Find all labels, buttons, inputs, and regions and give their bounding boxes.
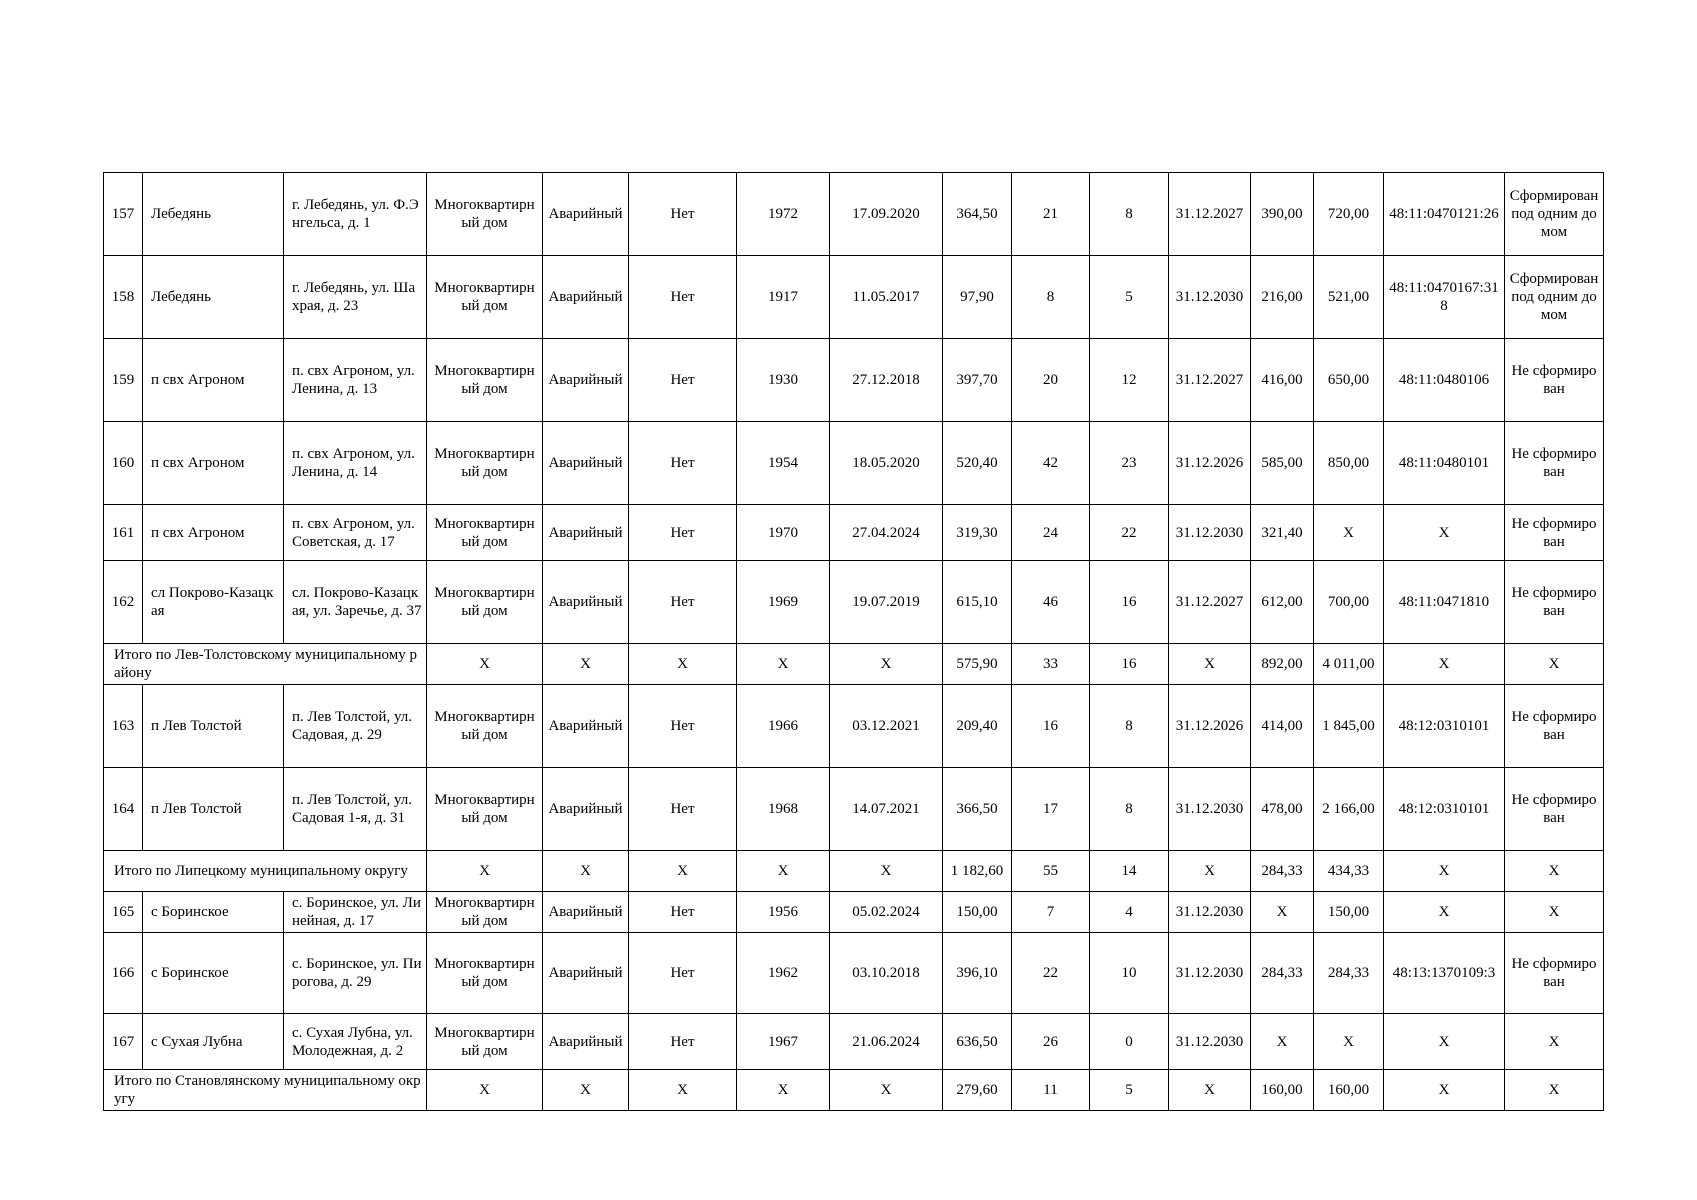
area-cell: 364,50	[943, 173, 1012, 256]
area-cell: 319,30	[943, 505, 1012, 561]
total-row	[104, 644, 1604, 685]
cadastral-cell: X	[1384, 851, 1505, 892]
apartments-cell: 4	[1090, 892, 1169, 933]
sum-cell: 2 166,00	[1314, 768, 1384, 851]
area-cell: 615,10	[943, 561, 1012, 644]
state-cell: X	[543, 1070, 629, 1111]
area-cell: 575,90	[943, 644, 1012, 685]
state-cell: Аварийный	[543, 256, 629, 339]
flag-cell: X	[629, 1070, 737, 1111]
address-cell: п. Лев Толстой, ул. Садовая 1-я, д. 31	[284, 768, 427, 851]
apartments-cell: 5	[1090, 256, 1169, 339]
address-cell: г. Лебедянь, ул. Шахрая, д. 23	[284, 256, 427, 339]
flag-cell: Нет	[629, 892, 737, 933]
land-status-cell: Не сформирован	[1505, 339, 1604, 422]
address-cell: п. свх Агроном, ул. Ленина, д. 13	[284, 339, 427, 422]
area-cell: 209,40	[943, 685, 1012, 768]
residents-cell: 21	[1012, 173, 1090, 256]
table-row	[104, 933, 1604, 1014]
land-area-cell: 612,00	[1251, 561, 1314, 644]
residents-cell: 7	[1012, 892, 1090, 933]
row-number-cell: 161	[104, 505, 143, 561]
land-status-cell: X	[1505, 644, 1604, 685]
residents-cell: 16	[1012, 685, 1090, 768]
cadastral-cell: 48:11:0470167:318	[1384, 256, 1505, 339]
year-cell: 1968	[737, 768, 830, 851]
address-cell: п. Лев Толстой, ул. Садовая, д. 29	[284, 685, 427, 768]
date-cell: 21.06.2024	[830, 1014, 943, 1070]
house-type-cell: X	[427, 644, 543, 685]
residents-cell: 11	[1012, 1070, 1090, 1111]
cadastral-cell: 48:11:0470121:26	[1384, 173, 1505, 256]
land-status-cell: Не сформирован	[1505, 685, 1604, 768]
row-number-cell: 163	[104, 685, 143, 768]
state-cell: Аварийный	[543, 505, 629, 561]
state-cell: X	[543, 851, 629, 892]
house-type-cell: Многоквартирный дом	[427, 505, 543, 561]
settlement-cell: с Боринское	[143, 933, 284, 1014]
deadline-cell: 31.12.2030	[1169, 256, 1251, 339]
land-area-cell: 284,33	[1251, 933, 1314, 1014]
house-type-cell: Многоквартирный дом	[427, 339, 543, 422]
area-cell: 366,50	[943, 768, 1012, 851]
address-cell: п. свх Агроном, ул. Советская, д. 17	[284, 505, 427, 561]
apartments-cell: 10	[1090, 933, 1169, 1014]
total-row	[104, 1070, 1604, 1111]
land-area-cell: 414,00	[1251, 685, 1314, 768]
deadline-cell: 31.12.2027	[1169, 173, 1251, 256]
land-area-cell: 284,33	[1251, 851, 1314, 892]
sum-cell: 700,00	[1314, 561, 1384, 644]
row-number-cell: 157	[104, 173, 143, 256]
residents-cell: 55	[1012, 851, 1090, 892]
apartments-cell: 8	[1090, 685, 1169, 768]
house-type-cell: Многоквартирный дом	[427, 561, 543, 644]
land-status-cell: Не сформирован	[1505, 422, 1604, 505]
land-status-cell: Не сформирован	[1505, 561, 1604, 644]
row-number-cell: 160	[104, 422, 143, 505]
settlement-cell: п Лев Толстой	[143, 685, 284, 768]
address-cell: сл. Покрово-Казацкая, ул. Заречье, д. 37	[284, 561, 427, 644]
deadline-cell: X	[1169, 851, 1251, 892]
address-cell: г. Лебедянь, ул. Ф.Энгельса, д. 1	[284, 173, 427, 256]
year-cell: 1930	[737, 339, 830, 422]
house-type-cell: Многоквартирный дом	[427, 685, 543, 768]
land-status-cell: Сформирован под одним домом	[1505, 256, 1604, 339]
apartments-cell: 8	[1090, 173, 1169, 256]
apartments-cell: 12	[1090, 339, 1169, 422]
settlement-cell: Лебедянь	[143, 256, 284, 339]
apartments-cell: 16	[1090, 561, 1169, 644]
land-area-cell: X	[1251, 892, 1314, 933]
area-cell: 150,00	[943, 892, 1012, 933]
total-label-cell: Итого по Липецкому муниципальному округу	[104, 851, 427, 892]
land-status-cell: X	[1505, 851, 1604, 892]
cadastral-cell: 48:11:0471810	[1384, 561, 1505, 644]
sum-cell: X	[1314, 1014, 1384, 1070]
year-cell: 1969	[737, 561, 830, 644]
land-area-cell: 892,00	[1251, 644, 1314, 685]
flag-cell: Нет	[629, 422, 737, 505]
sum-cell: 284,33	[1314, 933, 1384, 1014]
land-area-cell: X	[1251, 1014, 1314, 1070]
year-cell: 1972	[737, 173, 830, 256]
deadline-cell: 31.12.2027	[1169, 561, 1251, 644]
date-cell: 19.07.2019	[830, 561, 943, 644]
date-cell: 17.09.2020	[830, 173, 943, 256]
settlement-cell: п свх Агроном	[143, 422, 284, 505]
flag-cell: Нет	[629, 505, 737, 561]
deadline-cell: X	[1169, 1070, 1251, 1111]
house-type-cell: X	[427, 1070, 543, 1111]
sum-cell: 720,00	[1314, 173, 1384, 256]
sum-cell: X	[1314, 505, 1384, 561]
residents-cell: 33	[1012, 644, 1090, 685]
apartments-cell: 5	[1090, 1070, 1169, 1111]
date-cell: X	[830, 851, 943, 892]
residents-cell: 20	[1012, 339, 1090, 422]
area-cell: 97,90	[943, 256, 1012, 339]
table-row	[104, 561, 1604, 644]
row-number-cell: 162	[104, 561, 143, 644]
flag-cell: X	[629, 644, 737, 685]
date-cell: 11.05.2017	[830, 256, 943, 339]
deadline-cell: 31.12.2030	[1169, 892, 1251, 933]
cadastral-cell: X	[1384, 1014, 1505, 1070]
land-status-cell: Не сформирован	[1505, 505, 1604, 561]
date-cell: X	[830, 644, 943, 685]
table-row	[104, 685, 1604, 768]
land-status-cell: Не сформирован	[1505, 768, 1604, 851]
residents-cell: 24	[1012, 505, 1090, 561]
apartments-cell: 0	[1090, 1014, 1169, 1070]
date-cell: 27.12.2018	[830, 339, 943, 422]
deadline-cell: 31.12.2030	[1169, 505, 1251, 561]
address-cell: с. Сухая Лубна, ул. Молодежная, д. 2	[284, 1014, 427, 1070]
year-cell: 1962	[737, 933, 830, 1014]
total-label-cell: Итого по Лев-Толстовскому муниципальному району	[104, 644, 427, 685]
housing-register-table	[103, 172, 1604, 1111]
area-cell: 1 182,60	[943, 851, 1012, 892]
flag-cell: Нет	[629, 339, 737, 422]
date-cell: X	[830, 1070, 943, 1111]
flag-cell: Нет	[629, 256, 737, 339]
state-cell: Аварийный	[543, 1014, 629, 1070]
apartments-cell: 8	[1090, 768, 1169, 851]
year-cell: X	[737, 644, 830, 685]
state-cell: X	[543, 644, 629, 685]
date-cell: 18.05.2020	[830, 422, 943, 505]
row-number-cell: 165	[104, 892, 143, 933]
area-cell: 636,50	[943, 1014, 1012, 1070]
year-cell: 1956	[737, 892, 830, 933]
house-type-cell: Многоквартирный дом	[427, 768, 543, 851]
year-cell: X	[737, 1070, 830, 1111]
address-cell: с. Боринское, ул. Линейная, д. 17	[284, 892, 427, 933]
year-cell: 1954	[737, 422, 830, 505]
state-cell: Аварийный	[543, 685, 629, 768]
cadastral-cell: X	[1384, 505, 1505, 561]
deadline-cell: X	[1169, 644, 1251, 685]
land-area-cell: 216,00	[1251, 256, 1314, 339]
settlement-cell: сл Покрово-Казацкая	[143, 561, 284, 644]
land-area-cell: 416,00	[1251, 339, 1314, 422]
table-row	[104, 422, 1604, 505]
residents-cell: 26	[1012, 1014, 1090, 1070]
cadastral-cell: X	[1384, 1070, 1505, 1111]
apartments-cell: 14	[1090, 851, 1169, 892]
flag-cell: Нет	[629, 1014, 737, 1070]
flag-cell: Нет	[629, 933, 737, 1014]
area-cell: 396,10	[943, 933, 1012, 1014]
sum-cell: 521,00	[1314, 256, 1384, 339]
address-cell: п. свх Агроном, ул. Ленина, д. 14	[284, 422, 427, 505]
cadastral-cell: X	[1384, 892, 1505, 933]
house-type-cell: Многоквартирный дом	[427, 256, 543, 339]
state-cell: Аварийный	[543, 422, 629, 505]
residents-cell: 22	[1012, 933, 1090, 1014]
apartments-cell: 23	[1090, 422, 1169, 505]
sum-cell: 160,00	[1314, 1070, 1384, 1111]
settlement-cell: с Боринское	[143, 892, 284, 933]
land-area-cell: 585,00	[1251, 422, 1314, 505]
house-type-cell: Многоквартирный дом	[427, 173, 543, 256]
table-row	[104, 505, 1604, 561]
row-number-cell: 167	[104, 1014, 143, 1070]
sum-cell: 434,33	[1314, 851, 1384, 892]
flag-cell: Нет	[629, 561, 737, 644]
deadline-cell: 31.12.2026	[1169, 685, 1251, 768]
residents-cell: 46	[1012, 561, 1090, 644]
land-status-cell: X	[1505, 1070, 1604, 1111]
settlement-cell: п Лев Толстой	[143, 768, 284, 851]
year-cell: 1970	[737, 505, 830, 561]
table-row	[104, 173, 1604, 256]
row-number-cell: 159	[104, 339, 143, 422]
cadastral-cell: 48:12:0310101	[1384, 768, 1505, 851]
house-type-cell: Многоквартирный дом	[427, 892, 543, 933]
date-cell: 03.10.2018	[830, 933, 943, 1014]
land-status-cell: Не сформирован	[1505, 933, 1604, 1014]
deadline-cell: 31.12.2027	[1169, 339, 1251, 422]
house-type-cell: Многоквартирный дом	[427, 422, 543, 505]
date-cell: 03.12.2021	[830, 685, 943, 768]
sum-cell: 850,00	[1314, 422, 1384, 505]
residents-cell: 42	[1012, 422, 1090, 505]
cadastral-cell: 48:11:0480101	[1384, 422, 1505, 505]
settlement-cell: с Сухая Лубна	[143, 1014, 284, 1070]
row-number-cell: 158	[104, 256, 143, 339]
state-cell: Аварийный	[543, 561, 629, 644]
residents-cell: 17	[1012, 768, 1090, 851]
state-cell: Аварийный	[543, 339, 629, 422]
area-cell: 397,70	[943, 339, 1012, 422]
table-row	[104, 339, 1604, 422]
year-cell: 1917	[737, 256, 830, 339]
house-type-cell: Многоквартирный дом	[427, 933, 543, 1014]
sum-cell: 4 011,00	[1314, 644, 1384, 685]
date-cell: 27.04.2024	[830, 505, 943, 561]
deadline-cell: 31.12.2030	[1169, 1014, 1251, 1070]
flag-cell: Нет	[629, 768, 737, 851]
flag-cell: Нет	[629, 173, 737, 256]
cadastral-cell: X	[1384, 644, 1505, 685]
state-cell: Аварийный	[543, 768, 629, 851]
total-label-cell: Итого по Становлянскому муниципальному округу	[104, 1070, 427, 1111]
land-area-cell: 160,00	[1251, 1070, 1314, 1111]
settlement-cell: п свх Агроном	[143, 339, 284, 422]
cadastral-cell: 48:13:1370109:3	[1384, 933, 1505, 1014]
state-cell: Аварийный	[543, 173, 629, 256]
row-number-cell: 166	[104, 933, 143, 1014]
land-area-cell: 390,00	[1251, 173, 1314, 256]
table-row	[104, 768, 1604, 851]
settlement-cell: п свх Агроном	[143, 505, 284, 561]
flag-cell: Нет	[629, 685, 737, 768]
row-number-cell: 164	[104, 768, 143, 851]
deadline-cell: 31.12.2026	[1169, 422, 1251, 505]
sum-cell: 1 845,00	[1314, 685, 1384, 768]
state-cell: Аварийный	[543, 892, 629, 933]
table-row	[104, 1014, 1604, 1070]
date-cell: 05.02.2024	[830, 892, 943, 933]
land-status-cell: Сформирован под одним домом	[1505, 173, 1604, 256]
area-cell: 520,40	[943, 422, 1012, 505]
land-area-cell: 321,40	[1251, 505, 1314, 561]
table-row	[104, 892, 1604, 933]
area-cell: 279,60	[943, 1070, 1012, 1111]
state-cell: Аварийный	[543, 933, 629, 1014]
address-cell: с. Боринское, ул. Пирогова, д. 29	[284, 933, 427, 1014]
total-row	[104, 851, 1604, 892]
deadline-cell: 31.12.2030	[1169, 933, 1251, 1014]
apartments-cell: 16	[1090, 644, 1169, 685]
house-type-cell: Многоквартирный дом	[427, 1014, 543, 1070]
apartments-cell: 22	[1090, 505, 1169, 561]
date-cell: 14.07.2021	[830, 768, 943, 851]
land-status-cell: X	[1505, 892, 1604, 933]
sum-cell: 150,00	[1314, 892, 1384, 933]
land-area-cell: 478,00	[1251, 768, 1314, 851]
cadastral-cell: 48:11:0480106	[1384, 339, 1505, 422]
year-cell: X	[737, 851, 830, 892]
settlement-cell: Лебедянь	[143, 173, 284, 256]
deadline-cell: 31.12.2030	[1169, 768, 1251, 851]
cadastral-cell: 48:12:0310101	[1384, 685, 1505, 768]
year-cell: 1967	[737, 1014, 830, 1070]
table-row	[104, 256, 1604, 339]
year-cell: 1966	[737, 685, 830, 768]
house-type-cell: X	[427, 851, 543, 892]
flag-cell: X	[629, 851, 737, 892]
land-status-cell: X	[1505, 1014, 1604, 1070]
residents-cell: 8	[1012, 256, 1090, 339]
sum-cell: 650,00	[1314, 339, 1384, 422]
